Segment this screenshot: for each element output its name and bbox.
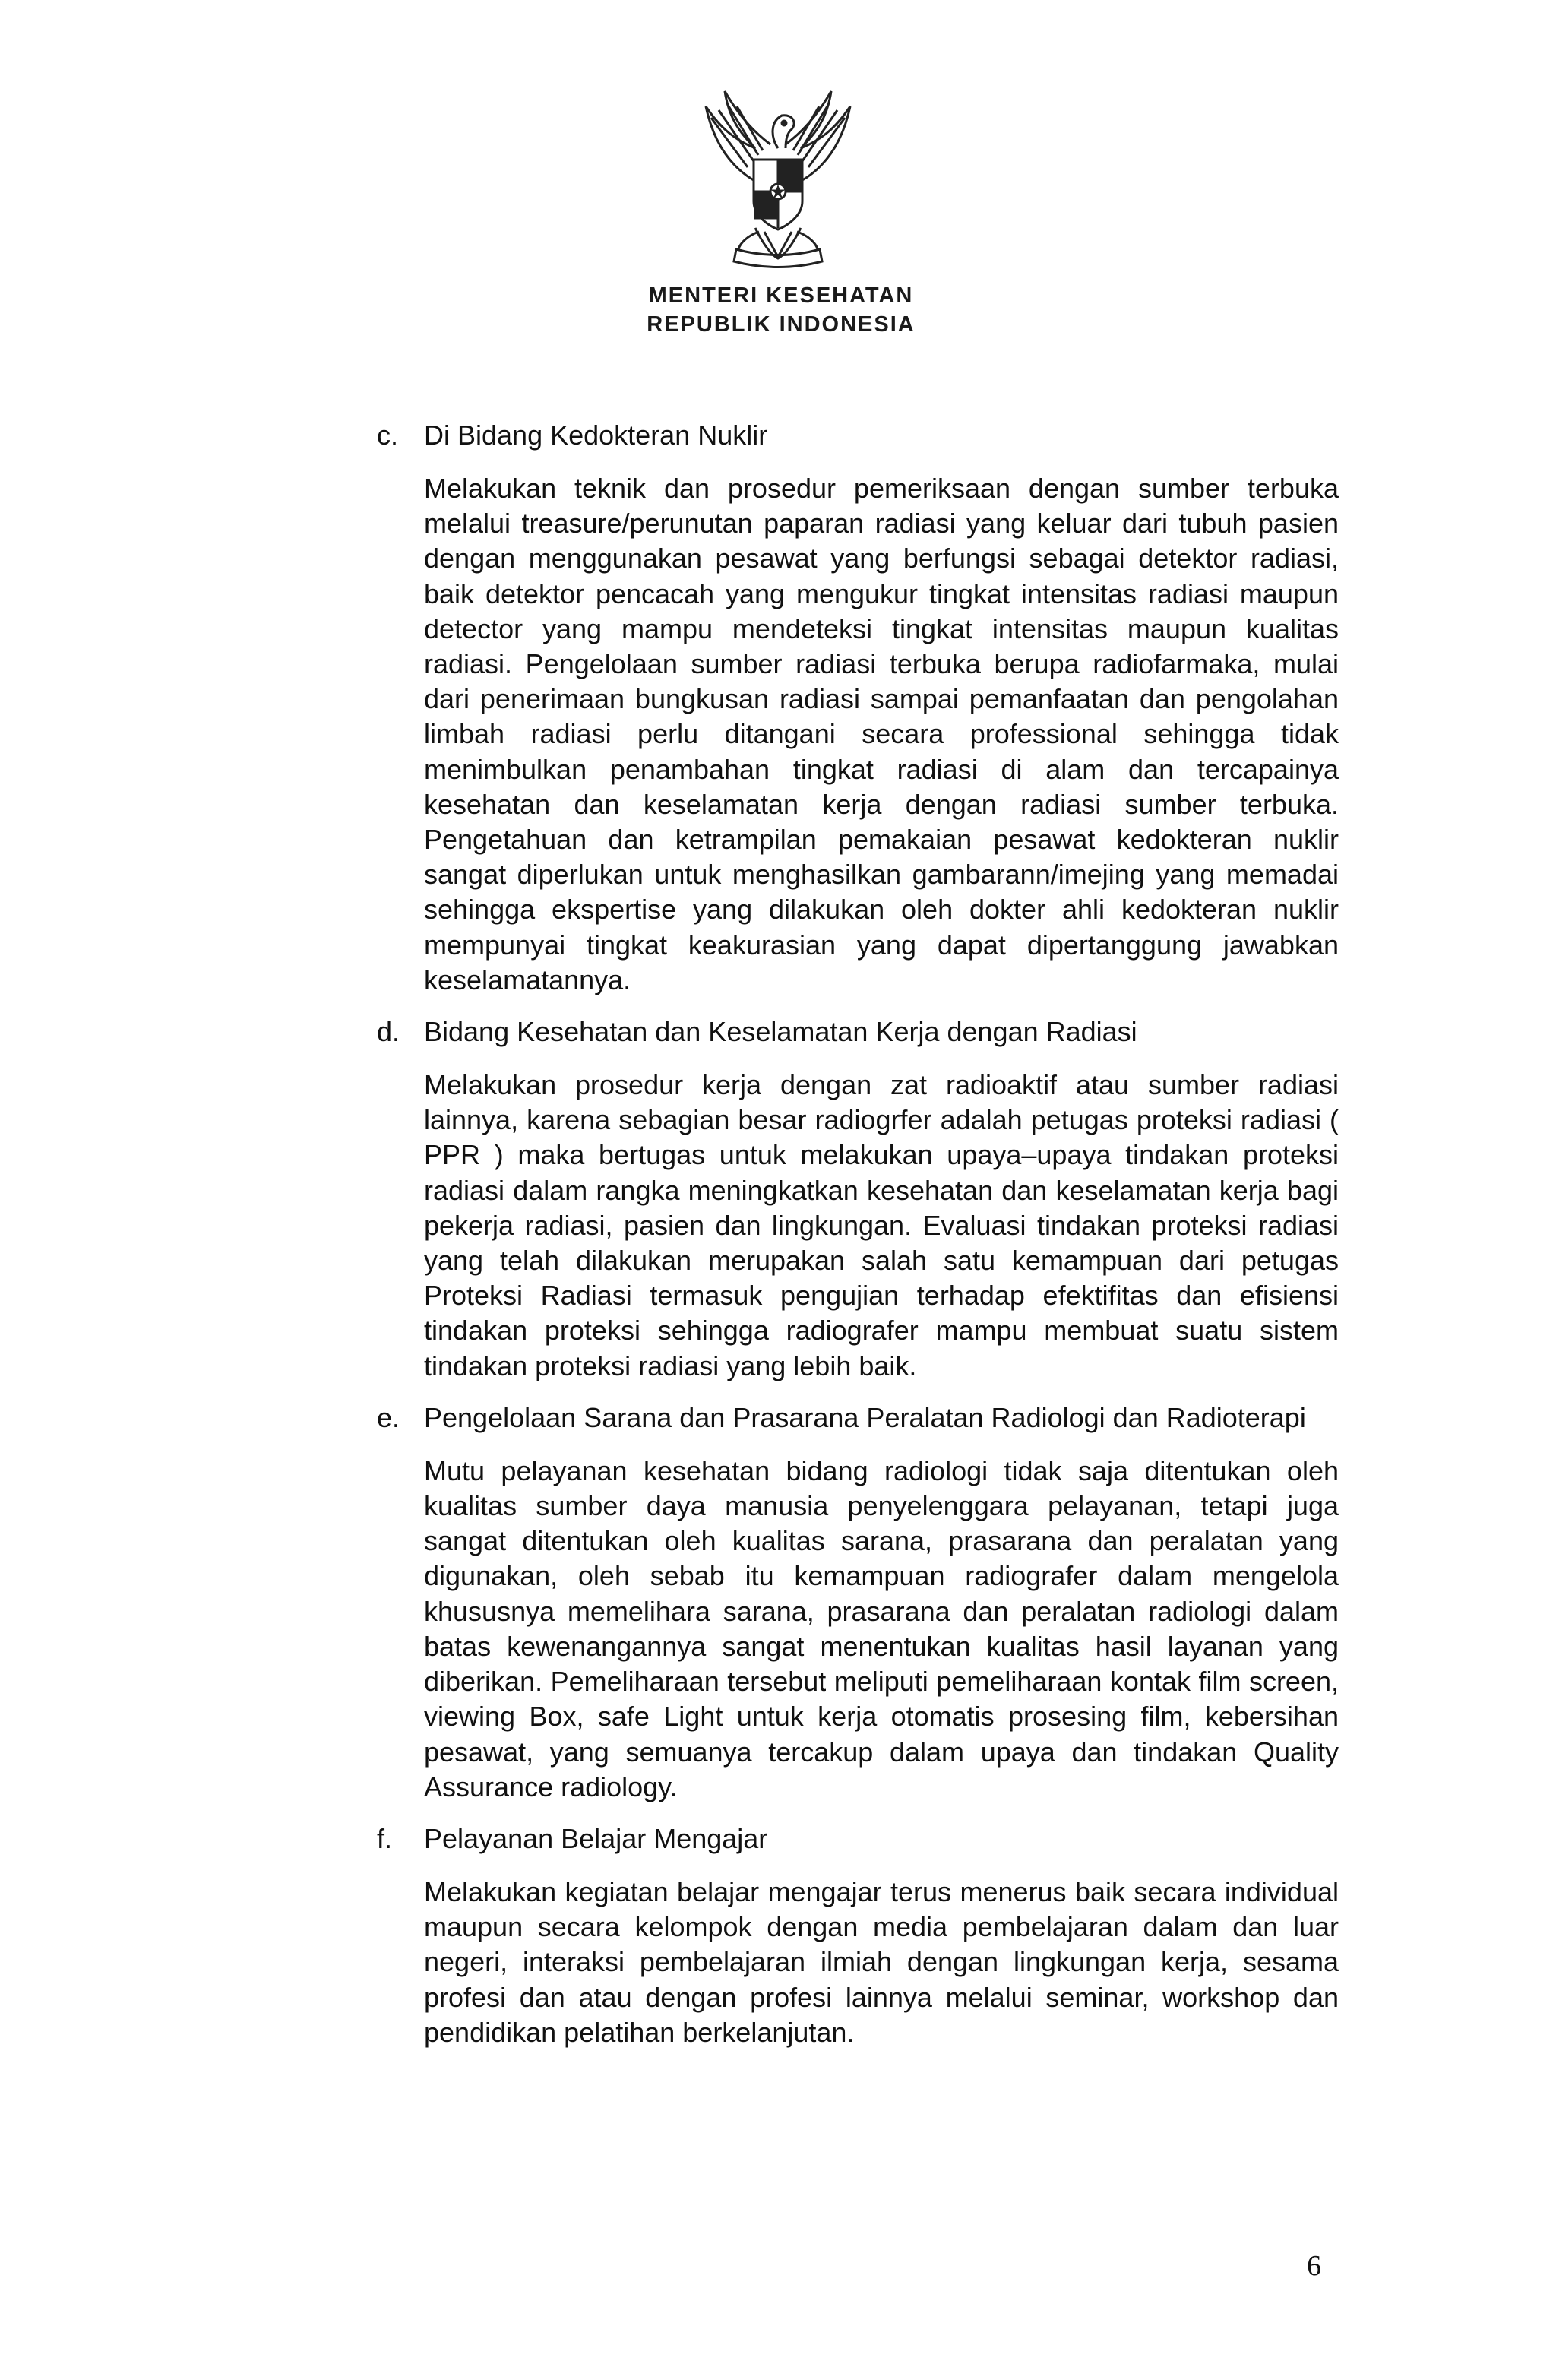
section-heading xyxy=(377,1014,1339,1049)
section-letter: e. xyxy=(377,1401,400,1433)
section-paragraph: Melakukan teknik dan prosedur pemeriksaan dengan sumber terbuka melalui treasure/perunutan paparan radiasi yang keluar dari tubuh pasien dengan menggunakan pesawat yang berfungsi sebagai detektor radiasi, baik detektor pencacah yang mengukur tingkat intensitas radiasi maupun detector yang mampu mendeteksi tingkat intensitas maupun kualitas radiasi. Pengelolaan sumber radiasi terbuka berupa radiofarmaka, mulai dari penerimaan bungkusan radiasi sampai pemanfaatan dan pengolahan limbah radiasi perlu ditangani secara professional sehingga tidak menimbulkan penambahan tingkat radiasi di alam dan tercapainya kesehatan dan keselamatan kerja dengan radiasi sumber terbuka. Pengetahuan dan ketrampilan pemakaian pesawat kedokteran nuklir sangat diperlukan untuk menghasilkan gambarann/imejing yang memadai sehingga ekspertise yang dilakukan oleh dokter ahli kedokteran nuklir mempunyai tingkat keakurasian yang dapat dipertanggung jawabkan keselamatannya. xyxy=(424,473,1339,995)
ministry-line-1: MENTERI KESEHATAN xyxy=(648,283,914,308)
section-heading xyxy=(377,418,1339,453)
section-letter: c. xyxy=(377,419,399,451)
section-f xyxy=(377,1821,1339,2050)
section-paragraph: Mutu pelayanan kesehatan bidang radiologi tidak saja ditentukan oleh kualitas sumber daya manusia penyelenggara pelayanan, tetapi juga sangat ditentukan oleh kualitas sarana, prasarana dan peralatan yang digunakan, oleh sebab itu kemampuan radiografer dalam mengelola khususnya memelihara sarana, prasarana dan peralatan radiologi dalam batas kewenangannya sangat menentukan kualitas hasil layanan yang diberikan. Pemeliharaan tersebut meliputi pemeliharaan kontak film screen, viewing Box, safe Light untuk kerja otomatis prosesing film, kebersihan pesawat, yang semuanya tercakup dalam upaya dan tindakan Quality Assurance radiology. xyxy=(424,1454,1339,1802)
section-letter: d. xyxy=(377,1016,400,1048)
section-heading xyxy=(377,1400,1339,1435)
section-title: Bidang Kesehatan dan Keselamatan Kerja dengan Radiasi xyxy=(424,1016,1137,1048)
section-title: Pelayanan Belajar Mengajar xyxy=(424,1822,768,1854)
garuda-emblem-icon xyxy=(664,76,892,281)
section-letter: f. xyxy=(377,1822,393,1854)
document-body xyxy=(377,418,1339,2067)
section-d xyxy=(377,1014,1339,1384)
section-c xyxy=(377,418,1339,998)
section-title: Pengelolaan Sarana dan Prasarana Peralatan Radiologi dan Radioterapi xyxy=(424,1401,1306,1433)
ministry-name xyxy=(6,281,1556,339)
section-paragraph: Melakukan prosedur kerja dengan zat radioaktif atau sumber radiasi lainnya, karena sebagian besar radiogrfer adalah petugas proteksi radiasi ( PPR ) maka bertugas untuk melakukan upaya–upaya tindakan proteksi radiasi dalam rangka meningkatkan kesehatan dan keselamatan kerja bagi pekerja radiasi, pasien dan lingkungan. Evaluasi tindakan proteksi radiasi yang telah dilakukan merupakan salah satu kemampuan dari petugas Proteksi Radiasi termasuk pengujian terhadap efektifitas dan efisiensi tindakan proteksi sehingga radiografer mampu membuat suatu sistem tindakan proteksi radiasi yang lebih baik. xyxy=(424,1069,1339,1381)
page-number: 6 xyxy=(1307,2250,1321,2282)
section-paragraph: Melakukan kegiatan belajar mengajar terus menerus baik secara individual maupun secara kelompok dengan media pembelajaran dalam dan luar negeri, interaksi pembelajaran ilmiah dengan lingkungan kerja, sesama profesi dan atau dengan profesi lainnya melalui seminar, workshop dan pendidikan pelatihan berkelanjutan. xyxy=(424,1875,1339,2048)
section-heading xyxy=(377,1821,1339,1856)
section-title: Di Bidang Kedokteran Nuklir xyxy=(424,419,768,451)
ministry-line-2: REPUBLIK INDONESIA xyxy=(647,312,916,337)
letterhead xyxy=(0,76,1556,339)
section-e xyxy=(377,1400,1339,1805)
